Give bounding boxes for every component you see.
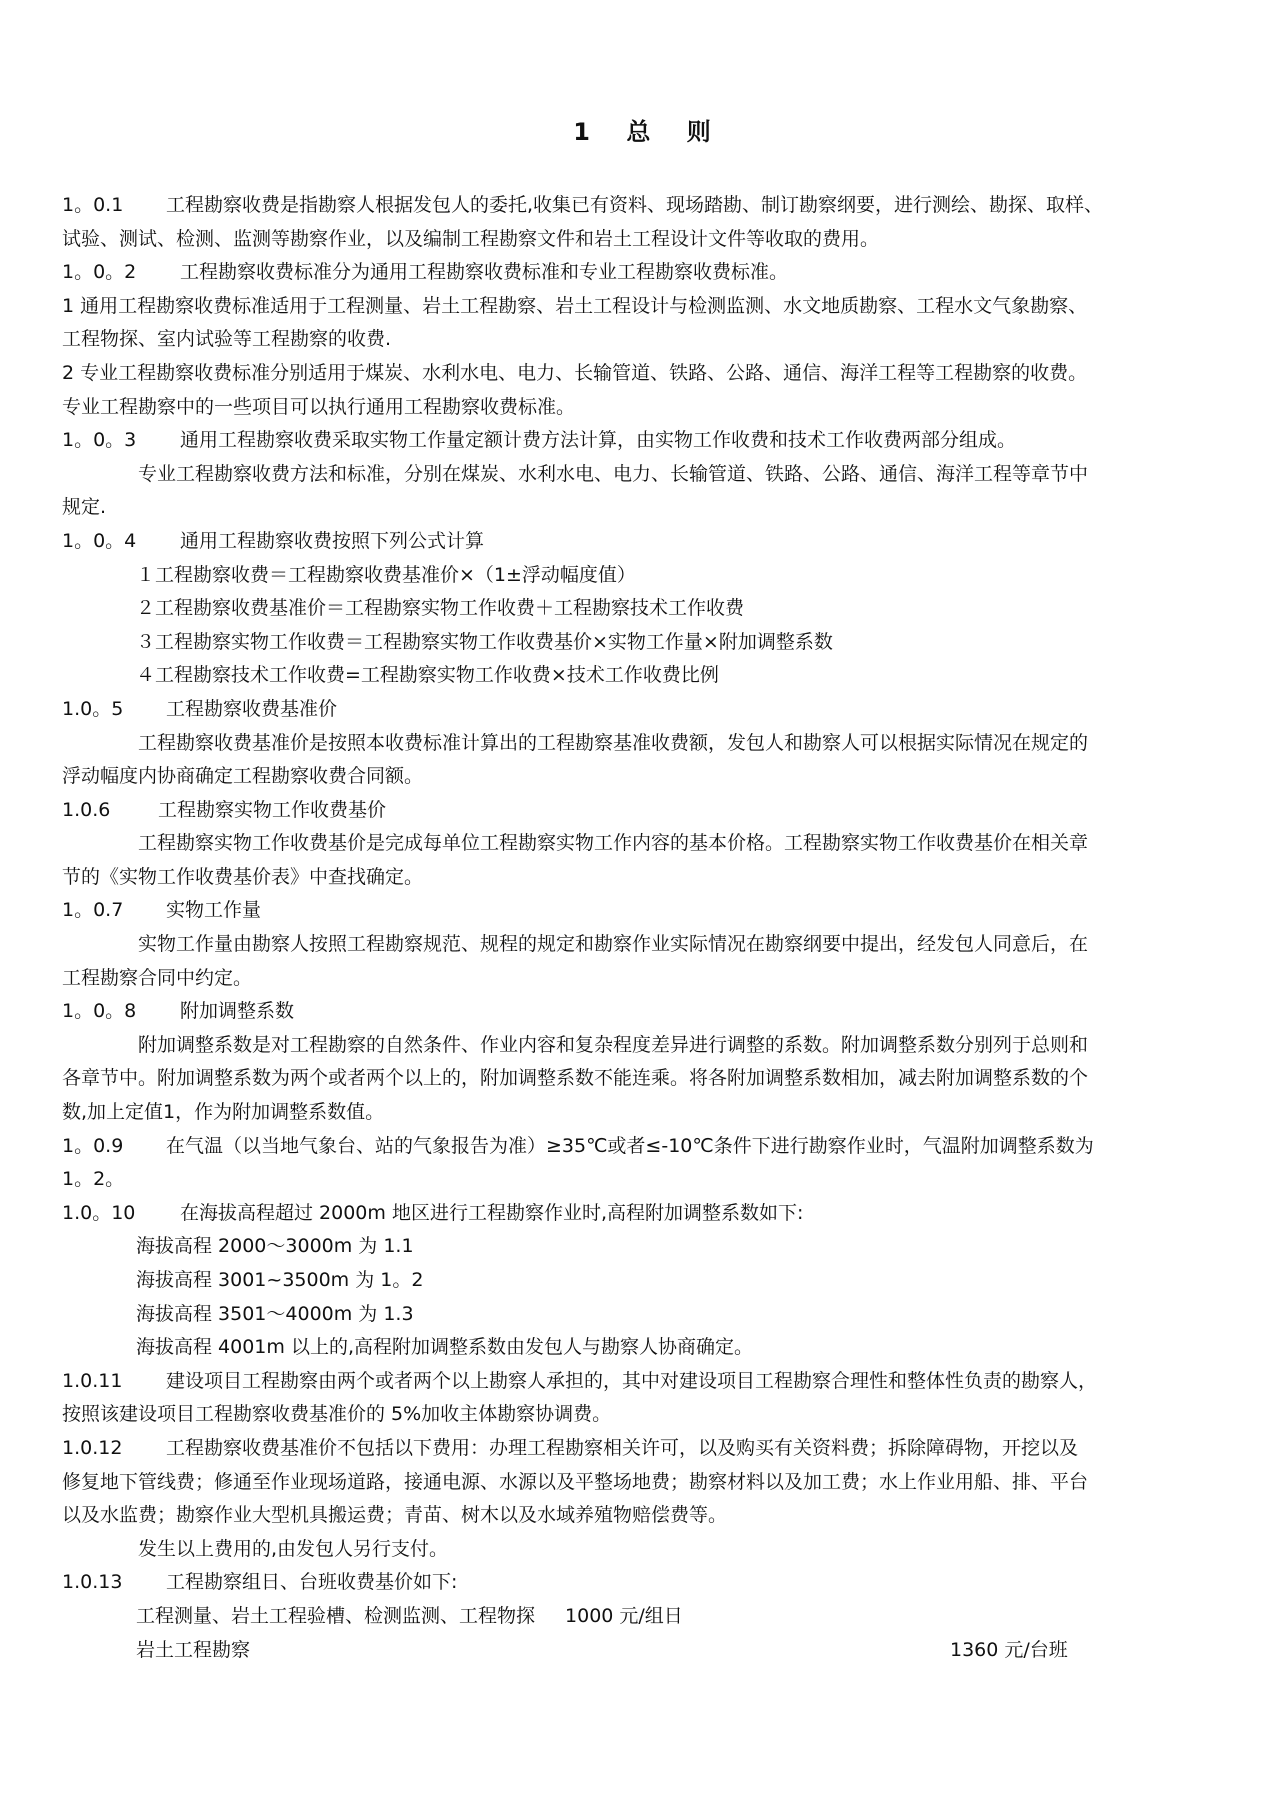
formula-line: ３工程勘察实物工作收费＝工程勘察实物工作收费基价×实物工作量×附加调整系数	[136, 630, 833, 653]
clause-number: 1。0。8	[62, 1000, 137, 1023]
price-line-survey	[62, 1600, 1222, 1634]
clause-text: 建设项目工程勘察由两个或者两个以上勘察人承担的，其中对建设项目工程勘察合理性和整体性负责的勘察人，	[166, 1369, 1098, 1392]
clause-1-0-13	[62, 1566, 1222, 1600]
clause-1-0-2	[62, 256, 1222, 290]
clause-1-0-9	[62, 1130, 1222, 1164]
clause-number: 1.0.11	[62, 1369, 123, 1392]
text-line: 工程勘察收费基准价是按照本收费标准计算出的工程勘察基准收费额，发包人和勘察人可以根据实际情况在规定的	[138, 731, 1089, 754]
clause-text: 工程勘察收费基准价不包括以下费用：办理工程勘察相关许可，以及购买有关资料费；拆除障碍物，开挖以及	[166, 1436, 1079, 1459]
clause-text: 工程勘察收费是指勘察人根据发包人的委托,收集已有资料、现场踏勘、制订勘察纲要，进行测绘、勘探、取样、	[166, 194, 1104, 216]
clause-1-0-5	[62, 693, 1222, 727]
clause-number: 1。0。4	[62, 529, 137, 552]
text-line: 规定.	[62, 496, 107, 519]
clause-number: 1。0。2	[62, 261, 137, 284]
text-line: 2 专业工程勘察收费标准分别适用于煤炭、水利水电、电力、长输管道、铁路、公路、通信、海洋工程等工程勘察的收费。	[62, 361, 1088, 384]
price-value: 1000 元/组日	[565, 1604, 683, 1627]
altitude-line: 海拔高程 2000～3000m 为 1.1	[136, 1235, 414, 1258]
formula-line: ２工程勘察收费基准价＝工程勘察实物工作收费＋工程勘察技术工作收费	[136, 597, 745, 620]
text-line: 实物工作量由勘察人按照工程勘察规范、规程的规定和勘察作业实际情况在勘察纲要中提出，经发包人同意后，在	[138, 933, 1089, 956]
text-line: 浮动幅度内协商确定工程勘察收费合同额。	[62, 765, 424, 788]
clause-text: 附加调整系数	[180, 1000, 295, 1023]
text-line: 按照该建设项目工程勘察收费基准价的 5%加收主体勘察协调费。	[62, 1403, 612, 1426]
clause-1-0-1	[62, 189, 1222, 223]
price-value: 1360 元/台班	[950, 1638, 1068, 1661]
text-line: 1 通用工程勘察收费标准适用于工程测量、岩土工程勘察、岩土工程设计与检测监测、水文地质勘察、工程水文气象勘察、	[62, 294, 1088, 317]
text-line: 专业工程勘察中的一些项目可以执行通用工程勘察收费标准。	[62, 395, 576, 418]
clause-number: 1。0.7	[62, 899, 124, 922]
clause-text: 通用工程勘察收费采取实物工作量定额计费方法计算，由实物工作收费和技术工作收费两部分组成。	[180, 429, 1017, 452]
clause-1-0-7	[62, 894, 1222, 928]
clause-number: 1。0.1	[62, 194, 124, 216]
text-line: 各章节中。附加调整系数为两个或者两个以上的，附加调整系数不能连乘。将各附加调整系数相加，减去附加调整系数的个	[62, 1067, 1089, 1090]
text-line: 专业工程勘察收费方法和标准，分别在煤炭、水利水电、电力、长输管道、铁路、公路、通信、海洋工程等章节中	[138, 462, 1089, 485]
clause-number: 1.0.6	[62, 798, 111, 821]
price-item: 岩土工程勘察	[136, 1638, 251, 1661]
clause-1-0-6	[62, 794, 1222, 828]
text-line: 附加调整系数是对工程勘察的自然条件、作业内容和复杂程度差异进行调整的系数。附加调整系数分别列于总则和	[138, 1033, 1089, 1056]
clause-text: 工程勘察收费基准价	[166, 697, 338, 720]
clause-text: 工程勘察组日、台班收费基价如下:	[166, 1571, 458, 1594]
clause-text: 工程勘察收费标准分为通用工程勘察收费标准和专业工程勘察收费标准。	[180, 261, 789, 284]
text-line: 1。2。	[62, 1168, 125, 1191]
formula-line: １工程勘察收费＝工程勘察收费基准价×（1±浮动幅度值）	[136, 563, 636, 586]
clause-1-0-10	[62, 1197, 1222, 1231]
text-line: 工程物探、室内试验等工程勘察的收费.	[62, 328, 392, 351]
altitude-line: 海拔高程 3501～4000m 为 1.3	[136, 1302, 414, 1325]
clause-number: 1。0.9	[62, 1134, 124, 1157]
clause-number: 1.0。5	[62, 697, 124, 720]
clause-number: 1。0。3	[62, 429, 137, 452]
clause-1-0-12	[62, 1432, 1222, 1466]
clause-number: 1.0。10	[62, 1201, 136, 1224]
clause-text: 在海拔高程超过 2000m 地区进行工程勘察作业时,高程附加调整系数如下:	[180, 1201, 804, 1224]
text-line: 工程勘察合同中约定。	[62, 966, 253, 989]
clause-number: 1.0.12	[62, 1436, 123, 1459]
altitude-line: 海拔高程 4001m 以上的,高程附加调整系数由发包人与勘察人协商确定。	[136, 1336, 753, 1359]
clause-text: 在气温（以当地气象台、站的气象报告为准）≥35℃或者≤-10℃条件下进行勘察作业时，气温附加调整系数为	[166, 1134, 1094, 1157]
clause-1-0-3	[62, 424, 1222, 458]
clause-1-0-8	[62, 995, 1222, 1029]
text-line: 以及水监费；勘察作业大型机具搬运费；青苗、树木以及水域养殖物赔偿费等。	[62, 1504, 728, 1527]
price-line-geotech	[62, 1634, 1222, 1668]
clause-1-0-11	[62, 1365, 1222, 1399]
altitude-line: 海拔高程 3001~3500m 为 1。2	[136, 1269, 424, 1291]
text-line: 试验、测试、检测、监测等勘察作业，以及编制工程勘察文件和岩土工程设计文件等收取的费用。	[62, 227, 880, 250]
clause-1-0-4	[62, 525, 1222, 559]
page-title: 1 总 则	[573, 118, 725, 146]
clause-number: 1.0.13	[62, 1571, 123, 1594]
text-line: 节的《实物工作收费基价表》中查找确定。	[62, 865, 424, 888]
formula-line: ４工程勘察技术工作收费=工程勘察实物工作收费×技术工作收费比例	[136, 664, 719, 687]
clause-text: 工程勘察实物工作收费基价	[158, 798, 387, 821]
text-line: 数,加上定值1，作为附加调整系数值。	[62, 1101, 385, 1124]
text-line: 工程勘察实物工作收费基价是完成每单位工程勘察实物工作内容的基本价格。工程勘察实物工作收费基价在相关章	[138, 832, 1089, 855]
text-line: 修复地下管线费；修通至作业现场道路，接通电源、水源以及平整场地费；勘察材料以及加工费；水上作业用船、排、平台	[62, 1470, 1089, 1493]
clause-text: 通用工程勘察收费按照下列公式计算	[180, 529, 485, 552]
price-item: 工程测量、岩土工程验槽、检测监测、工程物探	[136, 1604, 536, 1627]
clause-text: 实物工作量	[166, 899, 262, 922]
document-page	[62, 112, 1222, 1667]
text-line: 发生以上费用的,由发包人另行支付。	[138, 1537, 449, 1560]
